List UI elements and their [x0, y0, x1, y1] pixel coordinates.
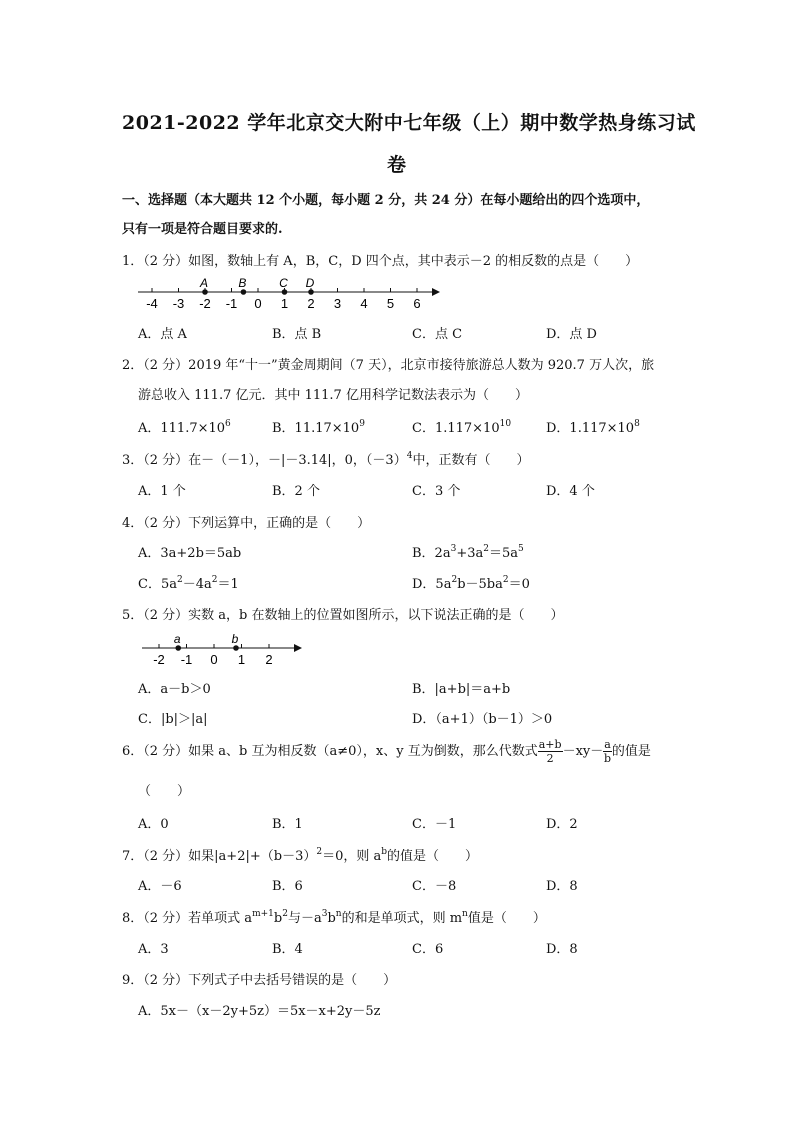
- q8-option-c[interactable]: C．6: [412, 942, 444, 957]
- q1-point: [241, 289, 247, 295]
- q5-tick-label: -1: [180, 652, 193, 666]
- q7-option-c[interactable]: C．－8: [412, 879, 457, 894]
- q7-option-a[interactable]: A．－6: [138, 879, 182, 894]
- q1-tick-label: 6: [413, 296, 421, 311]
- q8-option-b[interactable]: B．4: [272, 942, 303, 957]
- q5-point: [233, 645, 239, 651]
- q3-option-b[interactable]: B．2 个: [272, 484, 320, 499]
- q5-point-label: b: [231, 632, 239, 646]
- q3-option-a[interactable]: A．1 个: [138, 484, 186, 499]
- question-8-stem: 8．（2 分）若单项式 $a^{m+1}b^2$与$-a^3b^n$的和是单项式，则 $m^n$值是（ ）: [122, 909, 546, 926]
- q9-option-a[interactable]: A．5x－（x－2y+5z）＝5x－x+2y－5z: [138, 1004, 381, 1019]
- q4-option-a[interactable]: A．3a+2b＝5ab: [138, 546, 242, 561]
- question-6-paren: （ ）: [138, 784, 191, 799]
- question-4-stem: 4．（2 分）下列运算中，正确的是（ ）: [122, 516, 371, 531]
- q5-option-a[interactable]: A．a－b＞0: [138, 682, 211, 697]
- q6-fraction-1: $\frac{a+b}{2}$: [538, 738, 562, 765]
- q4-option-b[interactable]: B．$2a^3+3a^2=5a^5$: [412, 544, 524, 561]
- q3-option-d[interactable]: D．4 个: [546, 484, 595, 499]
- q5-option-d[interactable]: D．（a+1）（b－1）＞0: [412, 712, 553, 727]
- q8-option-a[interactable]: A．3: [138, 942, 169, 957]
- q1-tick-label: 3: [333, 296, 342, 311]
- q1-axis-arrow: [432, 288, 440, 296]
- q1-point: [282, 289, 288, 295]
- q5-tick-label: 0: [210, 652, 218, 666]
- q1-point: [202, 289, 208, 295]
- q2-option-a[interactable]: A．$111.7\times 10^6$: [138, 419, 231, 436]
- q1-number-line: [132, 274, 442, 314]
- q5-tick-label: 1: [237, 652, 246, 666]
- q8-option-d[interactable]: D．8: [546, 942, 578, 957]
- q3-option-c[interactable]: C．3 个: [412, 484, 461, 499]
- q1-tick-label: 5: [386, 296, 395, 311]
- q5-point-label: a: [173, 632, 181, 646]
- q1-point-label: C: [279, 276, 288, 290]
- q4-option-c[interactable]: C．$5a^2-4a^2=1$: [138, 575, 239, 592]
- q5-option-c[interactable]: C．|b|＞|a|: [138, 712, 208, 727]
- q1-point: [308, 289, 314, 295]
- q1-tick-label: -4: [146, 296, 158, 311]
- q1-tick-label: -3: [172, 296, 185, 311]
- q5-point: [175, 645, 181, 651]
- q2-option-b[interactable]: B．$11.17\times 10^9$: [272, 419, 365, 436]
- q1-option-b[interactable]: B．点 B: [272, 327, 322, 342]
- q1-tick-label: -1: [225, 296, 238, 311]
- q7-option-b[interactable]: B．6: [272, 879, 303, 894]
- q6-option-c[interactable]: C．－1: [412, 817, 457, 832]
- q5-option-b[interactable]: B．|a+b|＝a+b: [412, 682, 511, 697]
- page-title-continued: 卷: [387, 154, 407, 176]
- q5-tick-label: -2: [153, 652, 165, 666]
- q1-point-label: B: [238, 276, 247, 290]
- question-9-stem: 9．（2 分）下列式子中去括号错误的是（ ）: [122, 973, 397, 988]
- q1-option-c[interactable]: C．点 C: [412, 327, 463, 342]
- q2-option-c[interactable]: C．$1.117\times 10^{10}$: [412, 419, 512, 436]
- q1-tick-label: 1: [280, 296, 289, 311]
- q1-tick-label: 4: [360, 296, 368, 311]
- q1-tick-label: 0: [254, 296, 262, 311]
- q7-option-d[interactable]: D．8: [546, 879, 578, 894]
- q1-tick-label: 2: [307, 296, 315, 311]
- question-6-stem: 6．（2 分）如果 a、b 互为相反数（a≠0），x、y 互为倒数，那么代数式 $\frac{a+b}{2}$ －xy－ $\frac{a}{b}$ 的值是: [122, 738, 651, 765]
- question-1-stem: 1．（2 分）如图，数轴上有 A，B，C，D 四个点，其中表示－2 的相反数的点是（ ）: [122, 254, 639, 269]
- q1-point-label: D: [305, 276, 315, 290]
- q6-option-d[interactable]: D．2: [546, 817, 578, 832]
- q4-option-d[interactable]: D．$5a^2b-5ba^2=0$: [412, 575, 530, 592]
- question-2-line2: 游总收入 111.7 亿元．其中 111.7 亿用科学记数法表示为（ ）: [138, 388, 528, 403]
- q5-tick-label: 2: [265, 652, 273, 666]
- question-7-stem: 7．（2 分）如果$|a+2|+(b-3)^2=0$，则 $a^b$的值是（ ）: [122, 847, 479, 864]
- section-header-cont: 只有一项是符合题目要求的.: [122, 222, 283, 237]
- q6-option-b[interactable]: B．1: [272, 817, 303, 832]
- q1-point-label: A: [199, 276, 209, 290]
- q1-option-a[interactable]: A．点 A: [138, 327, 187, 342]
- q1-option-d[interactable]: D．点 D: [546, 327, 597, 342]
- q6-option-a[interactable]: A．0: [138, 817, 169, 832]
- section-header: 一、选择题（本大题共 12 个小题，每小题 2 分，共 24 分）在每小题给出的四个选项中，: [122, 193, 650, 208]
- q1-tick-label: -2: [199, 296, 211, 311]
- q5-number-line: [136, 630, 306, 666]
- q2-option-d[interactable]: D．$1.117\times 10^8$: [546, 419, 640, 436]
- q6-fraction-2: $\frac{a}{b}$: [604, 738, 612, 765]
- question-3-stem: 3．（2 分）在－（－1），－|－3.14|，0，$(-3)^4$中，正数有（ ）: [122, 451, 530, 468]
- q5-axis-arrow: [294, 644, 302, 652]
- question-5-stem: 5．（2 分）实数 a，b 在数轴上的位置如图所示，以下说法正确的是（ ）: [122, 608, 564, 623]
- page-title: 2021-2022 学年北京交大附中七年级（上）期中数学热身练习试: [122, 112, 696, 134]
- question-2-line1: 2．（2 分）2019 年“十一”黄金周期间（7 天），北京市接待旅游总人数为 920.7 万人次，旅: [122, 358, 655, 373]
